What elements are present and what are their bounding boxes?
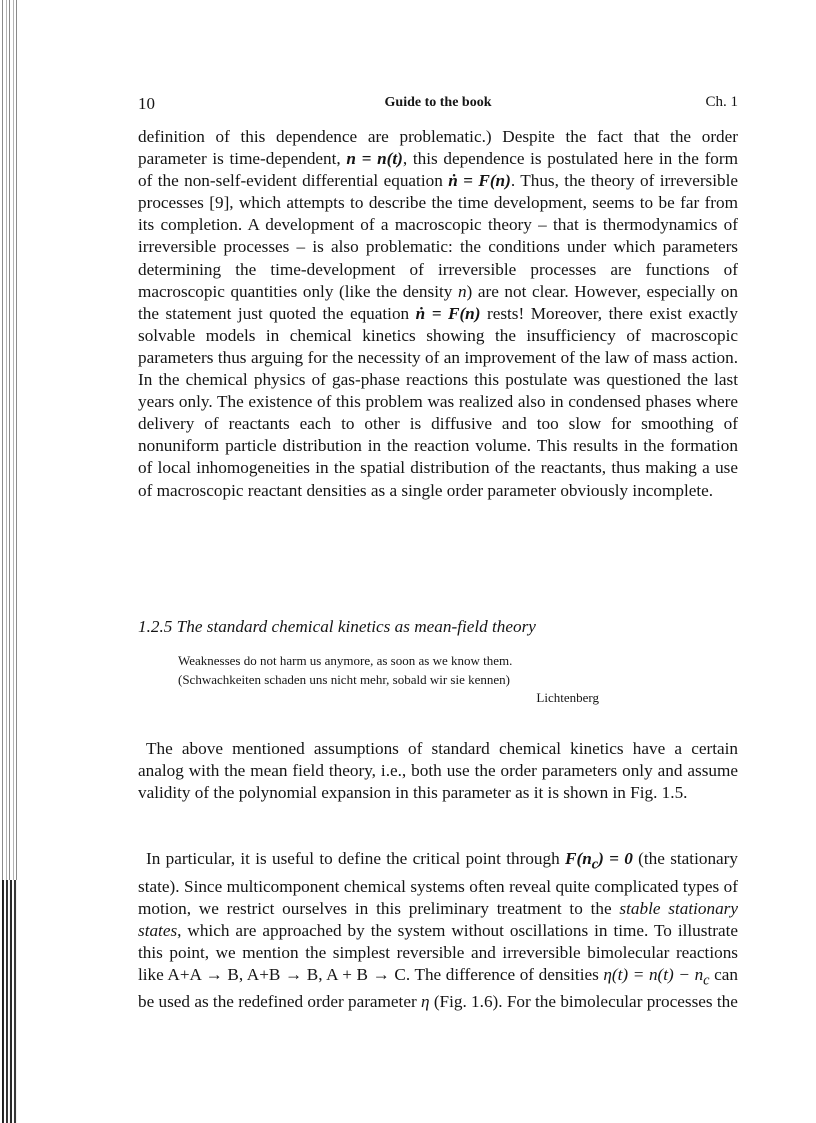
page-header (138, 94, 738, 116)
math-inline: n = n(t) (346, 149, 403, 169)
math-inline: n (457, 281, 467, 301)
text-run: definition of this dependence are problematic.) Despite the fact that the order parameter is time-dependent, (138, 127, 738, 169)
paragraph-3 (138, 848, 738, 1014)
page-number: 10 (138, 94, 155, 113)
chapter-label: Ch. 1 (705, 94, 738, 110)
text-run: rests! Moreover, there exist exactly solvable models in chemical kinetics showing the insufficiency of macroscopic parameters thus arguing for the necessity of an improvement of the law of mass action. In the chemical physics of gas-phase reactions this postulate was questioned the last years only. The existence of this problem was realized also in condensed phases where delivery of reactants each to other is diffusive and too slow for smoothing of nonuniform particle distribution in the reaction volume. This results in the formation of local inhomogeneities in the spatial distribution of the reactants, thus making a use of macroscopic reactant densities as a single order parameter obviously incomplete. (138, 303, 738, 500)
math-inline: F(n (565, 849, 592, 868)
epigraph (178, 652, 599, 708)
math-inline: ṅ = F(n) (448, 171, 511, 191)
paragraph-1 (138, 126, 738, 502)
math-subscript: c (591, 856, 599, 873)
math-inline: ) = 0 (598, 849, 633, 868)
running-title: Guide to the book (384, 95, 492, 110)
italic-term: stable stationary states (138, 898, 738, 940)
text-run: In particular, it is useful to define the critical point through (146, 849, 566, 868)
binding-edge-dark (0, 880, 18, 1123)
text-run: can be used as the redefined order parameter (138, 964, 739, 1012)
text-run: . Thus, the theory of irreversible processes [9], which attempts to describe the time development, seems to be far from its completion. A development of a macroscopic theory – that is thermodynamics of irreversible processes – is also problematic: the conditions under which parameters determining the time-development of irreversible processes are functions of macroscopic quantities only (like the density (138, 171, 739, 301)
text-run: , this dependence is postulated here in the form of the non-self-evident differential equation (138, 149, 738, 191)
text-run: (the stationary state). Since multicomponent chemical systems often reveal quite complicated types of motion, we restrict ourselves in this preliminary treatment to the (138, 849, 738, 918)
math-inline: η (420, 992, 430, 1012)
math-subscript: c (703, 972, 710, 989)
math-inline: η(t) = n(t) − n (603, 964, 704, 984)
section-heading: 1.2.5 The standard chemical kinetics as mean-field theory (138, 617, 536, 636)
text-run: ) are not clear. However, especially on the statement just quoted the equation (138, 281, 738, 323)
epigraph-line: Weaknesses do not harm us anymore, as soon as we know them. (178, 653, 513, 668)
text-run: , which are approached by the system without oscillations in time. To illustrate this point, we mention the simplest reversible and irreversible bimolecular reactions like A+A → B, A+B → B, A + B → C. The difference of densities (138, 920, 738, 984)
epigraph-line: (Schwachkeiten schaden uns nicht mehr, sobald wir sie kennen) (178, 671, 510, 687)
math-inline: ṅ = F(n) (415, 303, 481, 323)
text-run: (Fig. 1.6). For the bimolecular processes the (429, 992, 738, 1012)
paragraph-2: The above mentioned assumptions of standard chemical kinetics have a certain analog with the mean field theory, i.e., both use the order parameters only and assume validity of the polynomial expansion in this parameter as it is shown in Fig. 1.5. (138, 739, 738, 803)
epigraph-author: Lichtenberg (536, 690, 599, 705)
